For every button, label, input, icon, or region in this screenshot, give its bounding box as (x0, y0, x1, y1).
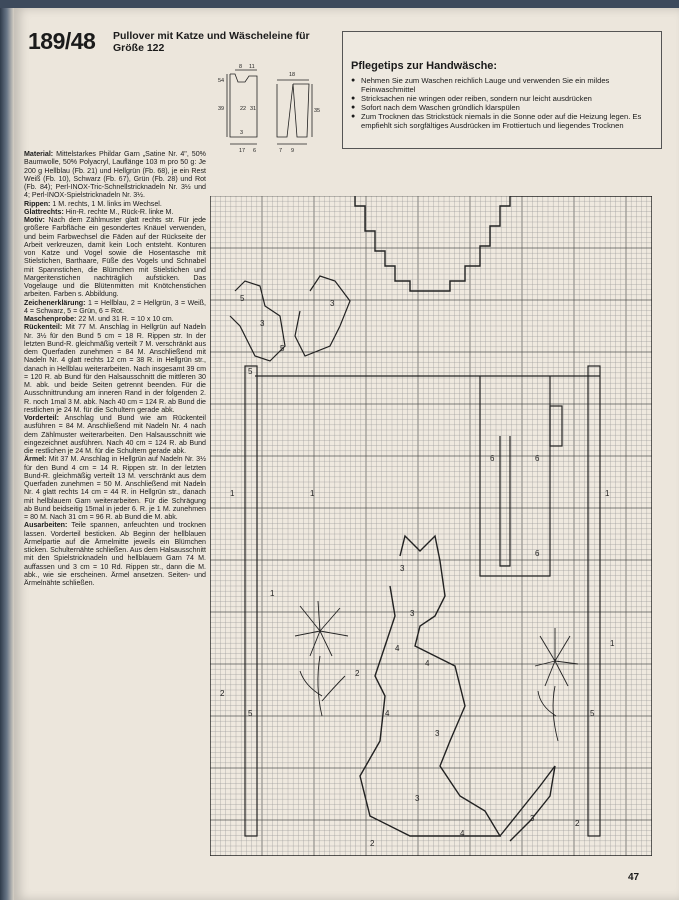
instruction-paragraph (24, 150, 206, 200)
instruction-label: Glattrechts: (24, 207, 64, 216)
schematic-sleeve-right (293, 84, 309, 137)
chart-symbol: 5 (280, 344, 285, 353)
instruction-label: Material: (24, 150, 54, 158)
chart-symbol: 3 (260, 319, 265, 328)
schematic-label: 18 (289, 72, 296, 78)
instruction-paragraph (24, 521, 206, 587)
chart-symbol: 6 (535, 549, 540, 558)
chart-symbol: 1 (610, 639, 615, 648)
instruction-paragraph (24, 323, 206, 414)
chart-symbol: 6 (490, 454, 495, 463)
chart-symbol: 5 (240, 294, 245, 303)
instruction-label: Maschenprobe: (24, 315, 77, 323)
chart-symbol: 2 (355, 669, 360, 678)
schematic-drawing (215, 62, 335, 162)
chart-symbol: 2 (575, 819, 580, 828)
instruction-paragraph (24, 216, 206, 299)
instruction-paragraph (24, 455, 206, 521)
chart-symbol: 1 (310, 489, 315, 498)
instruction-text: 1 = Hellblau, 2 = Hellgrün, 3 = Weiß, 4 = Schwarz, 5 = Grün, 6 = Rot. (24, 298, 206, 315)
chart-symbol: 2 (370, 839, 375, 848)
schematic-sleeve-left (277, 84, 293, 137)
chart-symbol: 5 (248, 709, 253, 718)
instruction-paragraph (24, 200, 206, 208)
chart-symbol: 1 (270, 589, 275, 598)
chart-symbol: 4 (460, 829, 465, 838)
instruction-text: 22 M. und 31 R. = 10 x 10 cm. (78, 315, 174, 323)
schematic-label: 6 (253, 148, 257, 154)
chart-symbol: 4 (385, 709, 390, 718)
chart-symbol: 1 (230, 489, 235, 498)
instruction-text: 1 M. rechts, 1 M. links im Wechsel. (52, 199, 162, 208)
knitting-chart (210, 196, 652, 856)
chart-symbol: 5 (590, 709, 595, 718)
instruction-text: Mit 37 M. Anschlag in Hellgrün auf Nadeln Nr. 3½ für den Bund 4 cm = 14 R. Rippen str. In der letzten Bund-R. gleichmäßig verteilt 13 M. verschränkt aus dem Querfaden zunehmen = 50 M. Anschließend mit Nadeln Nr. 4 glatt rechts 14 cm = 44 R. in Hellgrün str., danach mit hellblauem Garn weiterarbeiten. Für die Schrägung ab Bund beidseitig 15mal in jeder 6. R. je 1 M. zunehmen = 80 M. Nach 31 cm = 96 R. ab Bund die M. abk. (24, 455, 206, 521)
chart-background (210, 196, 652, 856)
instruction-text: Hin-R. rechte M., Rück-R. linke M. (65, 207, 174, 216)
instruction-text: Mittelstarkes Phildar Garn „Satine Nr. 4", 50% Baumwolle, 50% Polyacryl, Lauflänge 103 m pro 50 g: Je 200 g Hellblau (Fb. 21) und Hellgrün (Fb. 68), je ein Rest Weiß (Fb. 10), Schwarz (Fb. 67), Grün (Fb. 28) und Rot (Fb. 84); Perl-INOX-Tric-Schnellstricknadeln Nr. 3½ und 4; Perl-INOX-Spielstricknadeln Nr. 3½. (24, 150, 206, 200)
schematic-label: 3 (240, 130, 244, 136)
instruction-label: Vorderteil: (24, 414, 59, 422)
schematic-label: 17 (239, 148, 246, 154)
care-tips-box (342, 31, 662, 149)
schematic-label: 35 (314, 108, 321, 114)
schematic-label: 22 (240, 106, 247, 112)
schematic-label: 8 (239, 64, 243, 70)
chart-symbol: 4 (395, 644, 400, 653)
instruction-label: Ärmel: (24, 455, 47, 464)
instruction-text: Mit 77 M. Anschlag in Hellgrün auf Nadeln Nr. 3½ für den Bund 5 cm = 18 R. Rippen str. In der letzten Bund-R. gleichmäßig verteilt 7 M. verschränkt aus dem Querfaden zunehmen = 84 M. Anschließend mit Nadeln Nr. 4 glatt rechts 12 cm = 38 R. in Hellgrün str., danach in Hellblau weiterarbeiten. Nach insgesamt 39 cm = 120 R. ab Bund für den Halsausschnitt die mittleren 30 M. abk. und beide Seiten getrennt beenden. Für die Ausschnittrundung am inneren Rand in der folgenden 2. R. noch 1mal 3 M. abk. Nach 40 cm = 124 R. ab Bund die restlichen je 24 M. für die Schultern gerade abk. (24, 323, 206, 414)
chart-symbol: 3 (415, 794, 420, 803)
instruction-text: Teile spannen, anfeuchten und trocknen lassen. Vorderteil besticken. Ab Beginn der hellblauen Ärmelpartie auf die Ärmelmitte jeweils ein Blümchen sticken. Schulternähte schließen. Aus dem Halsausschnitt mit den Spielstricknadeln und hellblauem Garn 74 M. auffassen und 3 cm = 10 Rd. Rippen str., dann die M. abk., wie sie erscheinen. Ärmel ansetzen. Seiten- und Ärmelnähte schließen. (24, 521, 206, 587)
schematic-label: 31 (250, 106, 257, 112)
instruction-label: Zeichenerklärung: (24, 298, 86, 307)
schematic-label: 7 (279, 148, 283, 154)
chart-symbol: 3 (530, 814, 535, 823)
care-tips-list (351, 76, 651, 130)
instruction-label: Rückenteil: (24, 323, 63, 332)
pattern-title: Pullover mit Katze und Wäscheleine für Größe 122 (113, 30, 310, 54)
chart-symbol: 5 (248, 367, 253, 376)
instruction-paragraph (24, 414, 206, 455)
schematic-label: 9 (291, 148, 295, 154)
knitting-instructions (24, 150, 206, 850)
chart-symbol: 4 (425, 659, 430, 668)
chart-symbol: 1 (605, 489, 610, 498)
instruction-text: Anschlag und Bund wie am Rückenteil ausführen = 84 M. Anschließend mit Nadeln Nr. 4 nach dem Zählmuster weiterarbeiten. Den Halsausschnitt wie eingezeichnet ausführen. Nach 40 cm = 124 R. ab Bund die restlichen je 24 M. für die Schultern gerade abk. (24, 414, 206, 455)
instruction-label: Ausarbeiten: (24, 521, 68, 530)
instruction-text: Nach dem Zählmuster glatt rechts str. Für jede größere Farbfläche ein gesondertes Knäuel verwenden, und beim Farbwechsel die Fäden auf der Rückseite der Arbeit verkreuzen, damit kein Loch entsteht. Konturen von Katze und Vogel sowie die Hosentasche mit Stielstichen, Barthaare, Füße des Vogels und Schnabel mit Spannstichen, die Blümchen mit Stielstichen und Margeritenstichen nachträglich aufsticken. Das Vogelauge und die Blütenmitten mit Knötchenstichen arbeiten. Farben s. Abbildung. (24, 216, 206, 299)
knitting-chart-grid (210, 196, 652, 856)
care-tip-item: ● Nehmen Sie zum Waschen reichlich Lauge und verwenden Sie ein mildes Feinwaschmittel (351, 76, 651, 94)
chart-symbol: 3 (400, 564, 405, 573)
chart-symbol: 3 (410, 609, 415, 618)
care-tips-title: Pflegetips zur Handwäsche: (351, 60, 498, 72)
care-tip-item: ● Zum Trocknen das Strickstück niemals in die Sonne oder auf die Heizung legen. Es empfiehlt sich sorgfältiges Ausdrücken im Frottiertuch und liegendes Trocknen (351, 112, 651, 130)
page-number: 47 (628, 872, 640, 883)
instruction-label: Motiv: (24, 216, 45, 224)
schematic-label: 11 (249, 64, 255, 70)
size-schematic (215, 62, 335, 162)
instruction-paragraph (24, 208, 206, 216)
chart-symbol: 2 (220, 689, 225, 698)
chart-symbol: 3 (435, 729, 440, 738)
schematic-label: 39 (218, 106, 225, 112)
instruction-paragraph (24, 299, 206, 316)
instruction-label: Rippen: (24, 199, 51, 208)
book-spine (0, 8, 14, 900)
instruction-paragraph (24, 315, 206, 323)
schematic-label: 54 (218, 78, 225, 84)
care-tip-item: ● Sofort nach dem Waschen gründlich klarspülen (351, 103, 651, 112)
chart-symbol: 6 (535, 454, 540, 463)
care-tip-item: ● Stricksachen nie wringen oder reiben, sondern nur leicht ausdrücken (351, 94, 651, 103)
chart-symbol: 3 (330, 299, 335, 308)
pattern-number: 189/48 (28, 28, 96, 54)
